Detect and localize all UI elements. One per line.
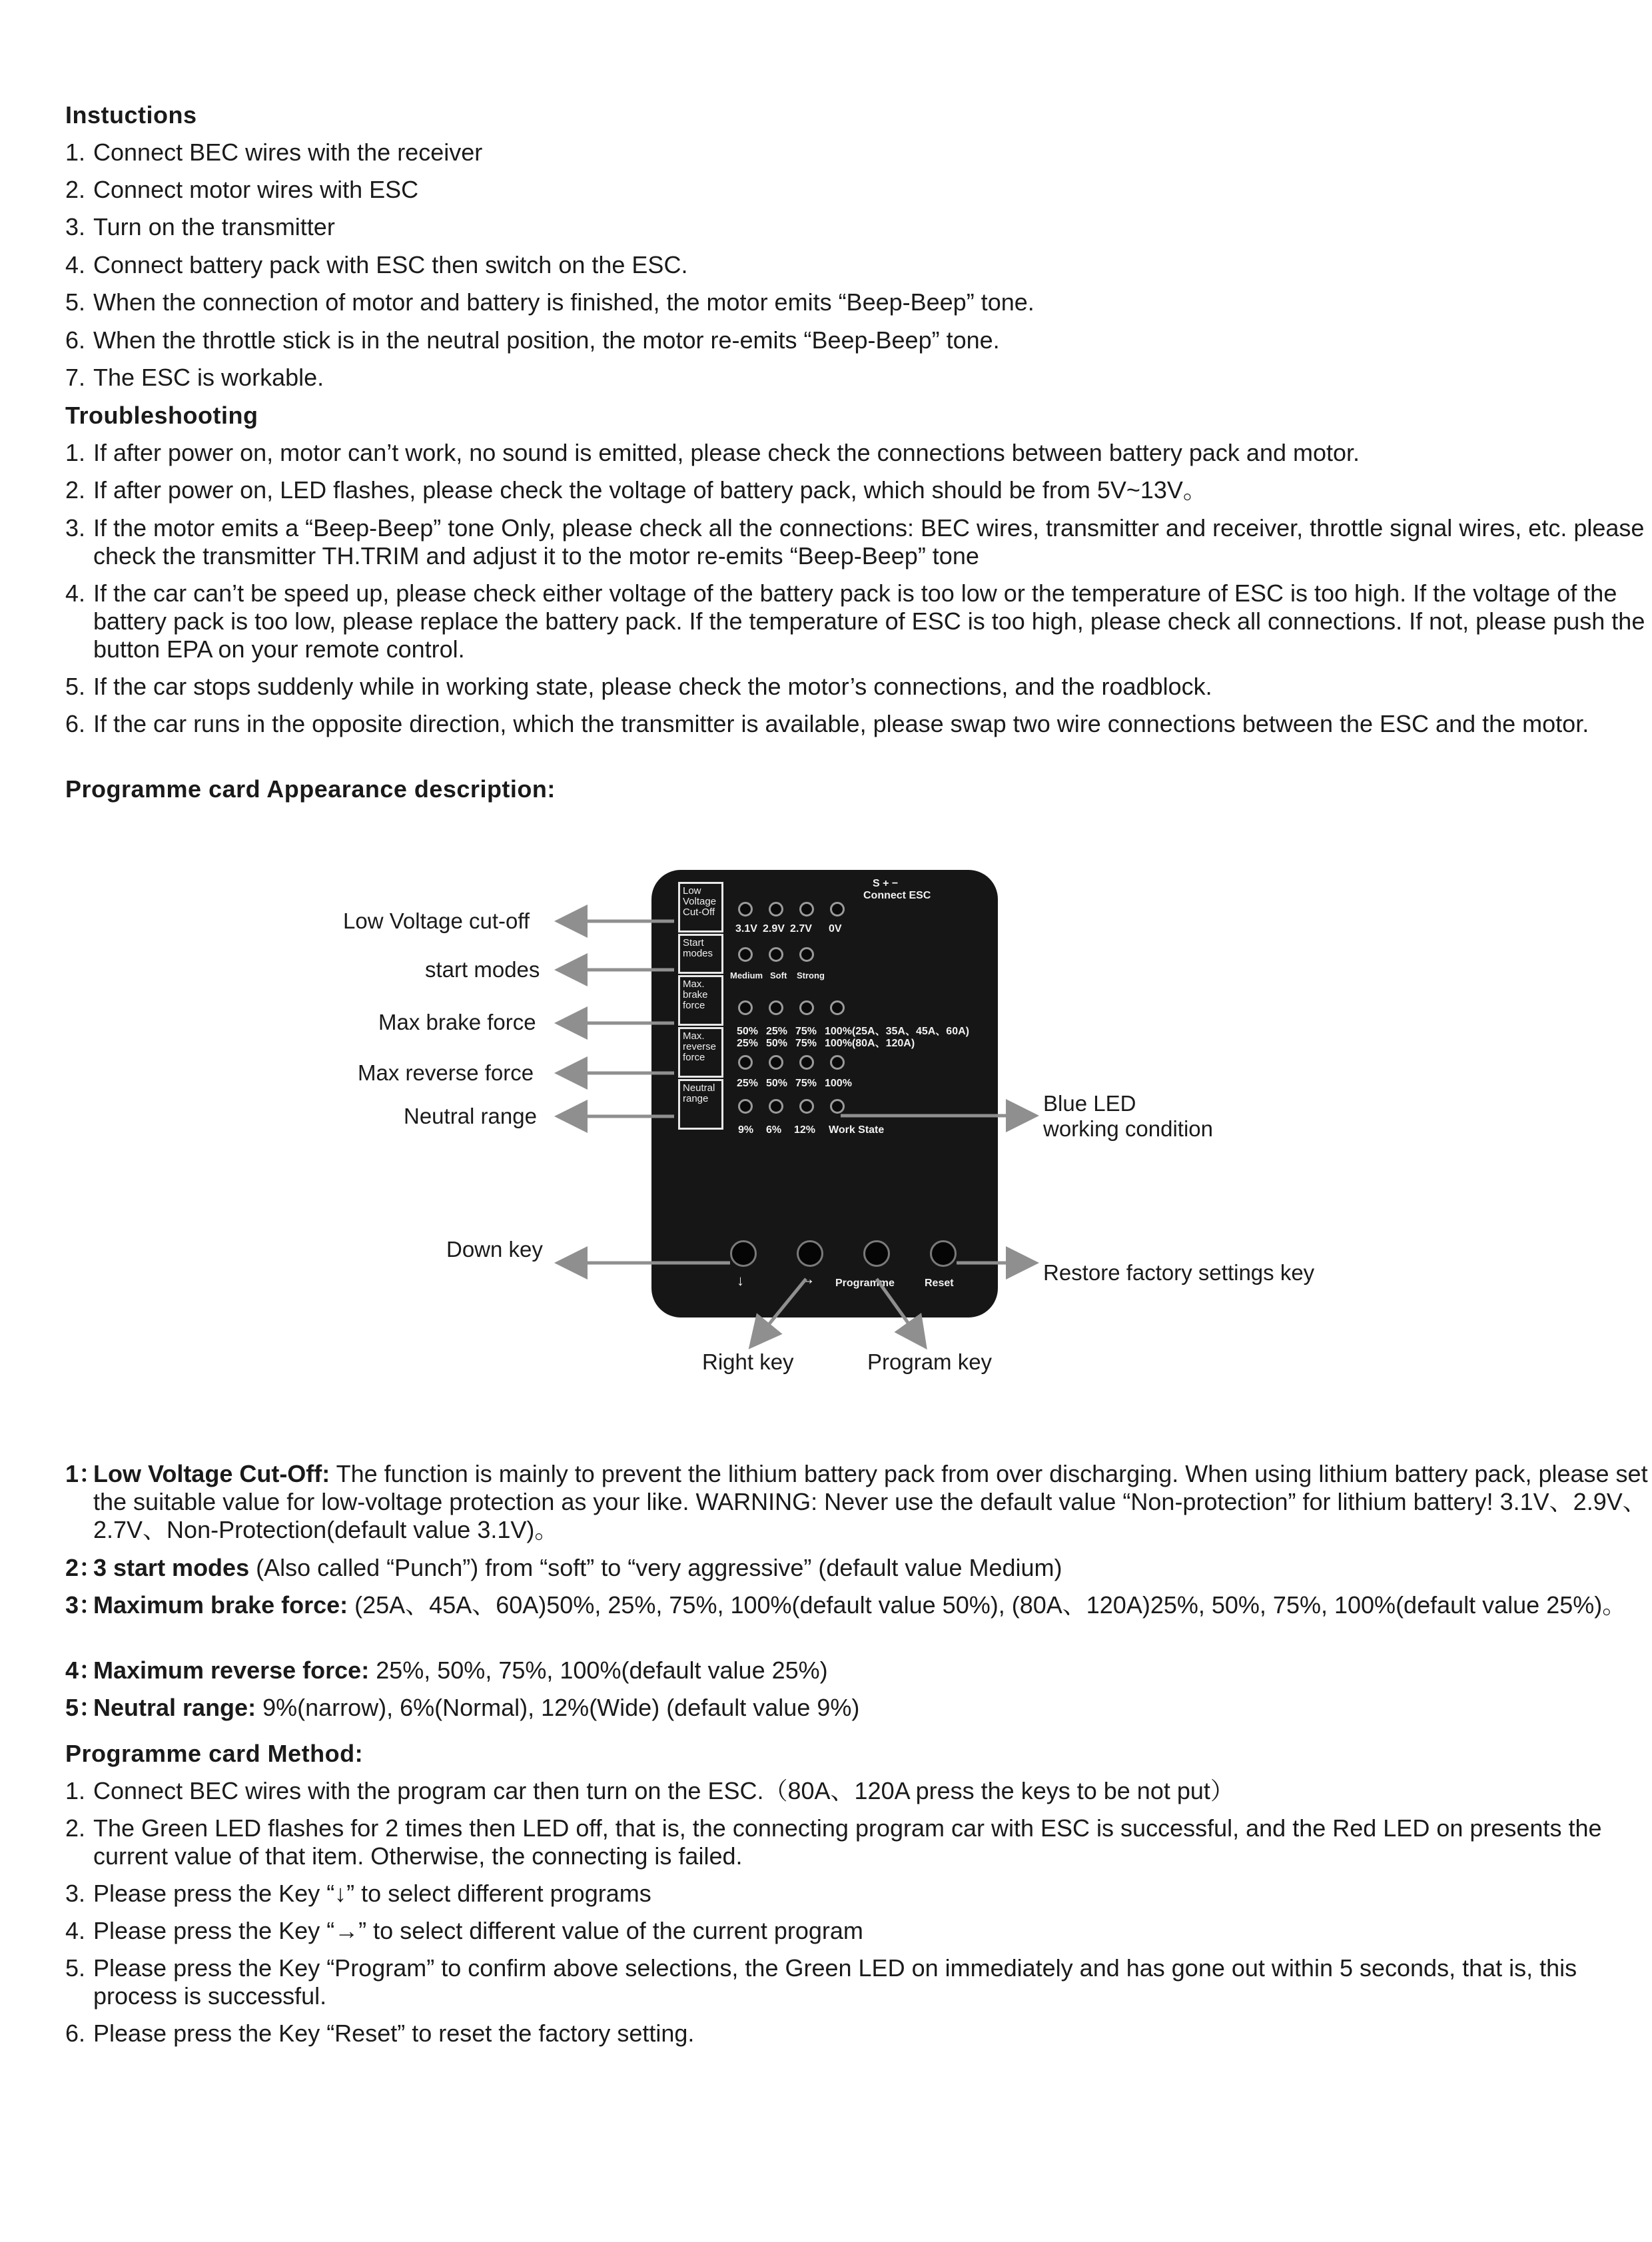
callout-arrow	[753, 1279, 806, 1344]
led-value-label: 3.1V	[735, 923, 757, 934]
led-value-label: 25%	[737, 1038, 759, 1049]
appearance-heading: Programme card Appearance description:	[65, 775, 556, 803]
reverse-force-box: Max. reverse force	[678, 1027, 723, 1078]
led-value-label: 50%	[766, 1078, 788, 1089]
instructions-heading: Instuctions	[65, 101, 197, 129]
callout-max-reverse: Max reverse force	[358, 1060, 534, 1085]
led-value-label: 12%	[794, 1124, 816, 1136]
callout-blue-led: Blue LED	[1043, 1091, 1136, 1116]
callout-start-modes: start modes	[425, 957, 540, 982]
led-value-label: Soft	[770, 970, 787, 980]
callout-restore-key: Restore factory settings key	[1043, 1260, 1315, 1285]
callout-working-condition: working condition	[1043, 1116, 1213, 1141]
right-arrow-icon: →	[799, 1270, 815, 1288]
led-value-label: 100%(25A、35A、45A、60A)	[825, 1026, 969, 1037]
led-value-label: Medium	[730, 970, 763, 980]
led-value-label: Strong	[797, 970, 825, 980]
low-voltage-box: Low Voltage Cut-Off	[678, 882, 723, 933]
led-value-label: 75%	[795, 1026, 817, 1037]
led-value-label: 50%	[766, 1038, 788, 1049]
callout-right-key: Right key	[702, 1349, 794, 1374]
connect-esc-label: Connect ESC	[863, 890, 931, 901]
brake-force-box: Max. brake force	[678, 975, 723, 1026]
terminal-signs: S + −	[873, 878, 899, 889]
start-modes-box: Start modes	[678, 934, 723, 974]
led-value-label: 2.9V	[763, 923, 785, 934]
down-arrow-icon: ↓	[737, 1272, 744, 1289]
neutral-range-box: Neutral range	[678, 1079, 723, 1130]
led-value-label: 25%	[766, 1026, 788, 1037]
callout-arrow	[877, 1279, 923, 1344]
troubleshooting-heading: Troubleshooting	[65, 402, 258, 429]
callout-max-brake: Max brake force	[378, 1010, 536, 1034]
led-value-label: Work State	[829, 1124, 885, 1136]
led-value-label: 100%(80A、120A)	[825, 1038, 915, 1049]
programme-key-label: Programme	[835, 1278, 895, 1289]
led-value-label: 6%	[766, 1124, 782, 1136]
led-value-label: 25%	[737, 1078, 759, 1089]
led-value-label: 100%	[825, 1078, 852, 1089]
callout-neutral-range: Neutral range	[404, 1104, 537, 1128]
led-value-label: 0V	[829, 923, 842, 934]
reset-key-label: Reset	[925, 1278, 954, 1289]
led-value-label: 75%	[795, 1078, 817, 1089]
led-value-label: 2.7V	[790, 923, 812, 934]
manual-page: Instuctions 1. Connect BEC wires with the receiver 2. Connect motor wires with ESC 3. Turn on the transmitter 4. Connect battery pack with ESC then switch on the ESC. 5. When the connection of motor and battery is finished, the motor emits “Beep-Beep” tone. 6. When the throttle stick is in the neutral position, the motor re-emits “Beep-Beep” tone. 7. The ESC is workable. Troubleshooting 1. If after power on, motor can’t work, no sound is emitted, please check the connections between battery pack and motor. 2. If after power on, LED flashes, please check the voltage of battery pack, which should be from 5V~13V。 3. If the motor emits a “Beep-Beep” tone Only, please check all the connections: BEC wires, transmitter and receiver, throttle signal wires, etc. please check the transmitter TH.TRIM and adjust it to the motor re-emits “Beep-Beep” tone 4. If the car can’t be speed up, please check either voltage of the battery pack is too low or the temperature of ESC is too high. If the voltage of the battery pack is too low, please replace the battery pack. If the temperature of ESC is too high, please check all connections. If not, please push the button EPA on your remote control. 5. If the car stops suddenly while in working state, please check the motor’s connections, and the roadblock. 6. If the car runs in the opposite direction, which the transmitter is available, please swap two wire connections between the ESC and the motor. Programme card Appearance description: S + − Connect ESC Low Voltage Cut-Off Start modes Max. brake force Max. reverse force Neutral range 3.1V 2.9V 2.7V 0V Medium Soft Strong 50% 25% 75% 100%(25A、35A、45A、60A) 25% 50% 75% 100%(80A、120A) 25% 50% 75% 100% 9% 6% 12% Work State ↓ → Programme Reset Low Voltage cut-off start modes Max brake force Max reverse force Neutral range Blue LED working condition Down key Restore factory settings key Right key Program key 1： Low Voltage Cut-Off: The function is mainly to prevent the lithium battery pack from over discharging. When using lithium battery pack, please set the suitable value for low-voltage protection as your like. WARNING: Never use the default value “Non-protection” for lithium battery! 3.1V、2.9V、2.7V、Non-Protection(default value 3.1V)。 2： 3 start modes (Also called “Punch”) from “soft” to “very aggressive” (default value Medium) 3： Maximum brake force: (25A、45A、60A)50%, 25%, 75%, 100%(default value 50%), (80A、120A)25%, 50%, 75%, 100%(default value 25%)。 4： Maximum reverse force: 25%, 50%, 75%, 100%(default value 25%) 5： Neutral range: 9%(narrow), 6%(Normal), 12%(Wide) (default value 9%) Programme card Method: 1. Connect BEC wires with the program car then turn on the ESC.（80A、120A press the keys to be not put） 2. The Green LED flashes for 2 times then LED off, that is, the connecting program car with ESC is successful, and the Red LED on presents the current value of that item. Otherwise, the connecting is failed. 3. Please press the Key “↓” to select different programs 4. Please press the Key “→” to select different value of the current program 5. Please press the Key “Program” to confirm above selections, the Green LED on immediately and has gone out within 5 seconds, that is, this process is successful. 6. Please press the Key “Reset” to reset the factory setting.	[0, 0, 1652, 2242]
method-heading: Programme card Method:	[65, 1740, 364, 1767]
callout-low-voltage: Low Voltage cut-off	[343, 909, 530, 933]
led-value-label: 9%	[738, 1124, 754, 1136]
callout-down-key: Down key	[446, 1237, 543, 1262]
led-value-label: 50%	[737, 1026, 759, 1037]
callout-program-key: Program key	[867, 1349, 993, 1374]
led-value-label: 75%	[795, 1038, 817, 1049]
